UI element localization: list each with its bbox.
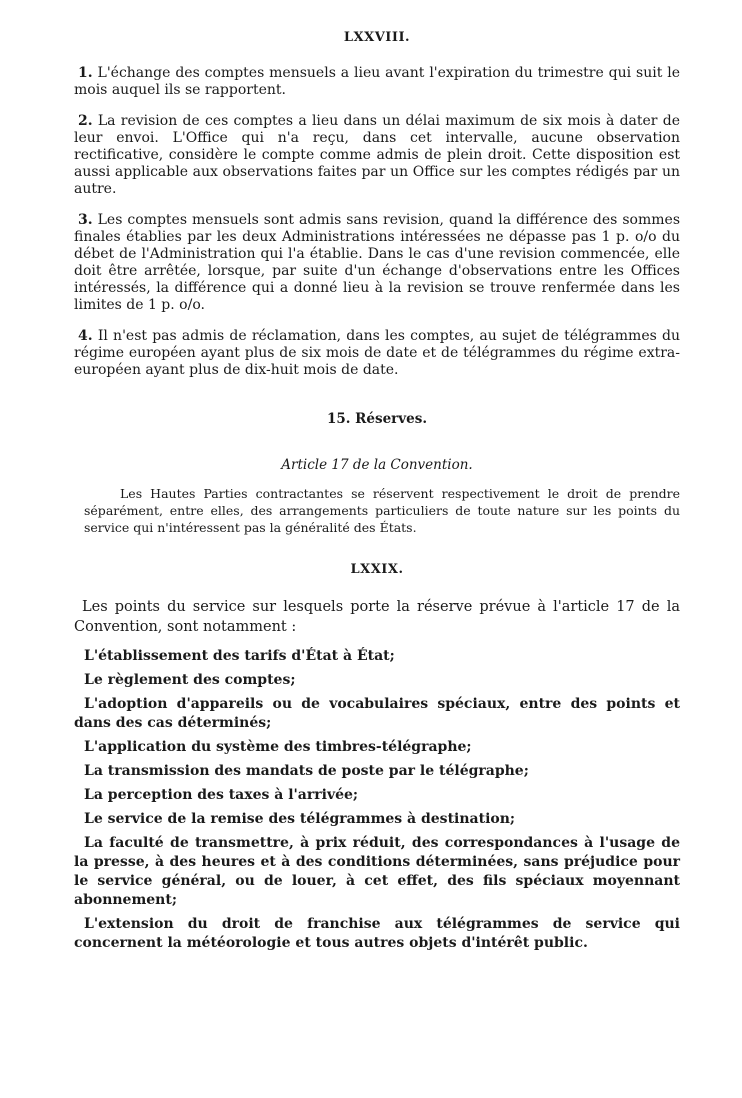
paragraph-number: 3. <box>78 212 93 228</box>
article-title: Article 17 de la Convention. <box>281 457 473 473</box>
paragraph-3 <box>74 212 680 314</box>
paragraph-text: Les comptes mensuels sont admis sans revision, quand la différence des sommes finales établies par les deux Administrations intéressées ne dépasse pas 1 p. o/o du débet de l'Administration qui l'a établie. Dans le cas d'une revision commencée, elle doit être arrêtée, lorsque, par suite d'un échange d'observations entre les Offices intéressés, la différence qui a donné lieu à la revision se trouve renfermée dans les limites de 1 p. o/o. <box>74 212 680 313</box>
list-item: La transmission des mandats de poste par le télégraphe; <box>84 763 529 779</box>
list-item: Le service de la remise des télégrammes à destination; <box>84 811 516 827</box>
list-item: L'extension du droit de franchise aux télégrammes de service qui concernent la météorologie et tous autres objets d'intérêt public. <box>74 916 680 951</box>
paragraph-4 <box>74 328 680 379</box>
heading-lxxix: LXXIX. <box>350 562 404 577</box>
list-item: L'établissement des tarifs d'État à État; <box>84 648 395 664</box>
paragraph-text: La revision de ces comptes a lieu dans un délai maximum de six mois à dater de leur envoi. L'Office qui n'a reçu, dans cet intervalle, aucune observation rectificative, considère le compte comme admis de plein droit. Cette disposition est aussi applicable aux observations faites par un Office sur les comptes rédigés par un autre. <box>74 113 680 197</box>
paragraph-number: 4. <box>78 328 93 344</box>
intro-text: Les points du service sur lesquels porte la réserve prévue à l'article 17 de la Convention, sont notamment : <box>74 599 680 635</box>
paragraph-text: Il n'est pas admis de réclamation, dans les comptes, au sujet de télégrammes du régime européen ayant plus de six mois de date et de télégrammes du régime extra-européen ayant plus de dix-huit mois de date. <box>74 328 680 378</box>
list-item: La faculté de transmettre, à prix réduit, des correspondances à l'usage de la presse, à des heures et à des conditions déterminées, sans préjudice pour le service général, ou de louer, à cet effet, des fils spéciaux moyennant abonnement; <box>74 835 680 908</box>
paragraph-2 <box>74 113 680 198</box>
heading-lxxviii: LXXVIII. <box>343 30 411 45</box>
paragraph-number: 2. <box>78 113 93 129</box>
section-title: 15. Réserves. <box>326 411 428 427</box>
paragraph-text: L'échange des comptes mensuels a lieu avant l'expiration du trimestre qui suit le mois auquel ils se rapportent. <box>74 65 680 98</box>
list-item: L'adoption d'appareils ou de vocabulaires spéciaux, entre des points et dans des cas déterminés; <box>74 696 680 731</box>
list-item: La perception des taxes à l'arrivée; <box>84 787 359 803</box>
list-item: Le règlement des comptes; <box>84 672 296 688</box>
paragraph-number: 1. <box>78 65 93 81</box>
list-item: L'application du système des timbres-télégraphe; <box>84 739 472 755</box>
convention-text: Les Hautes Parties contractantes se réservent respectivement le droit de prendre séparément, entre elles, des arrangements particuliers de toute nature sur les points du service qui n'intéressent pas la généralité des États. <box>84 486 680 535</box>
paragraph-1 <box>74 65 680 99</box>
